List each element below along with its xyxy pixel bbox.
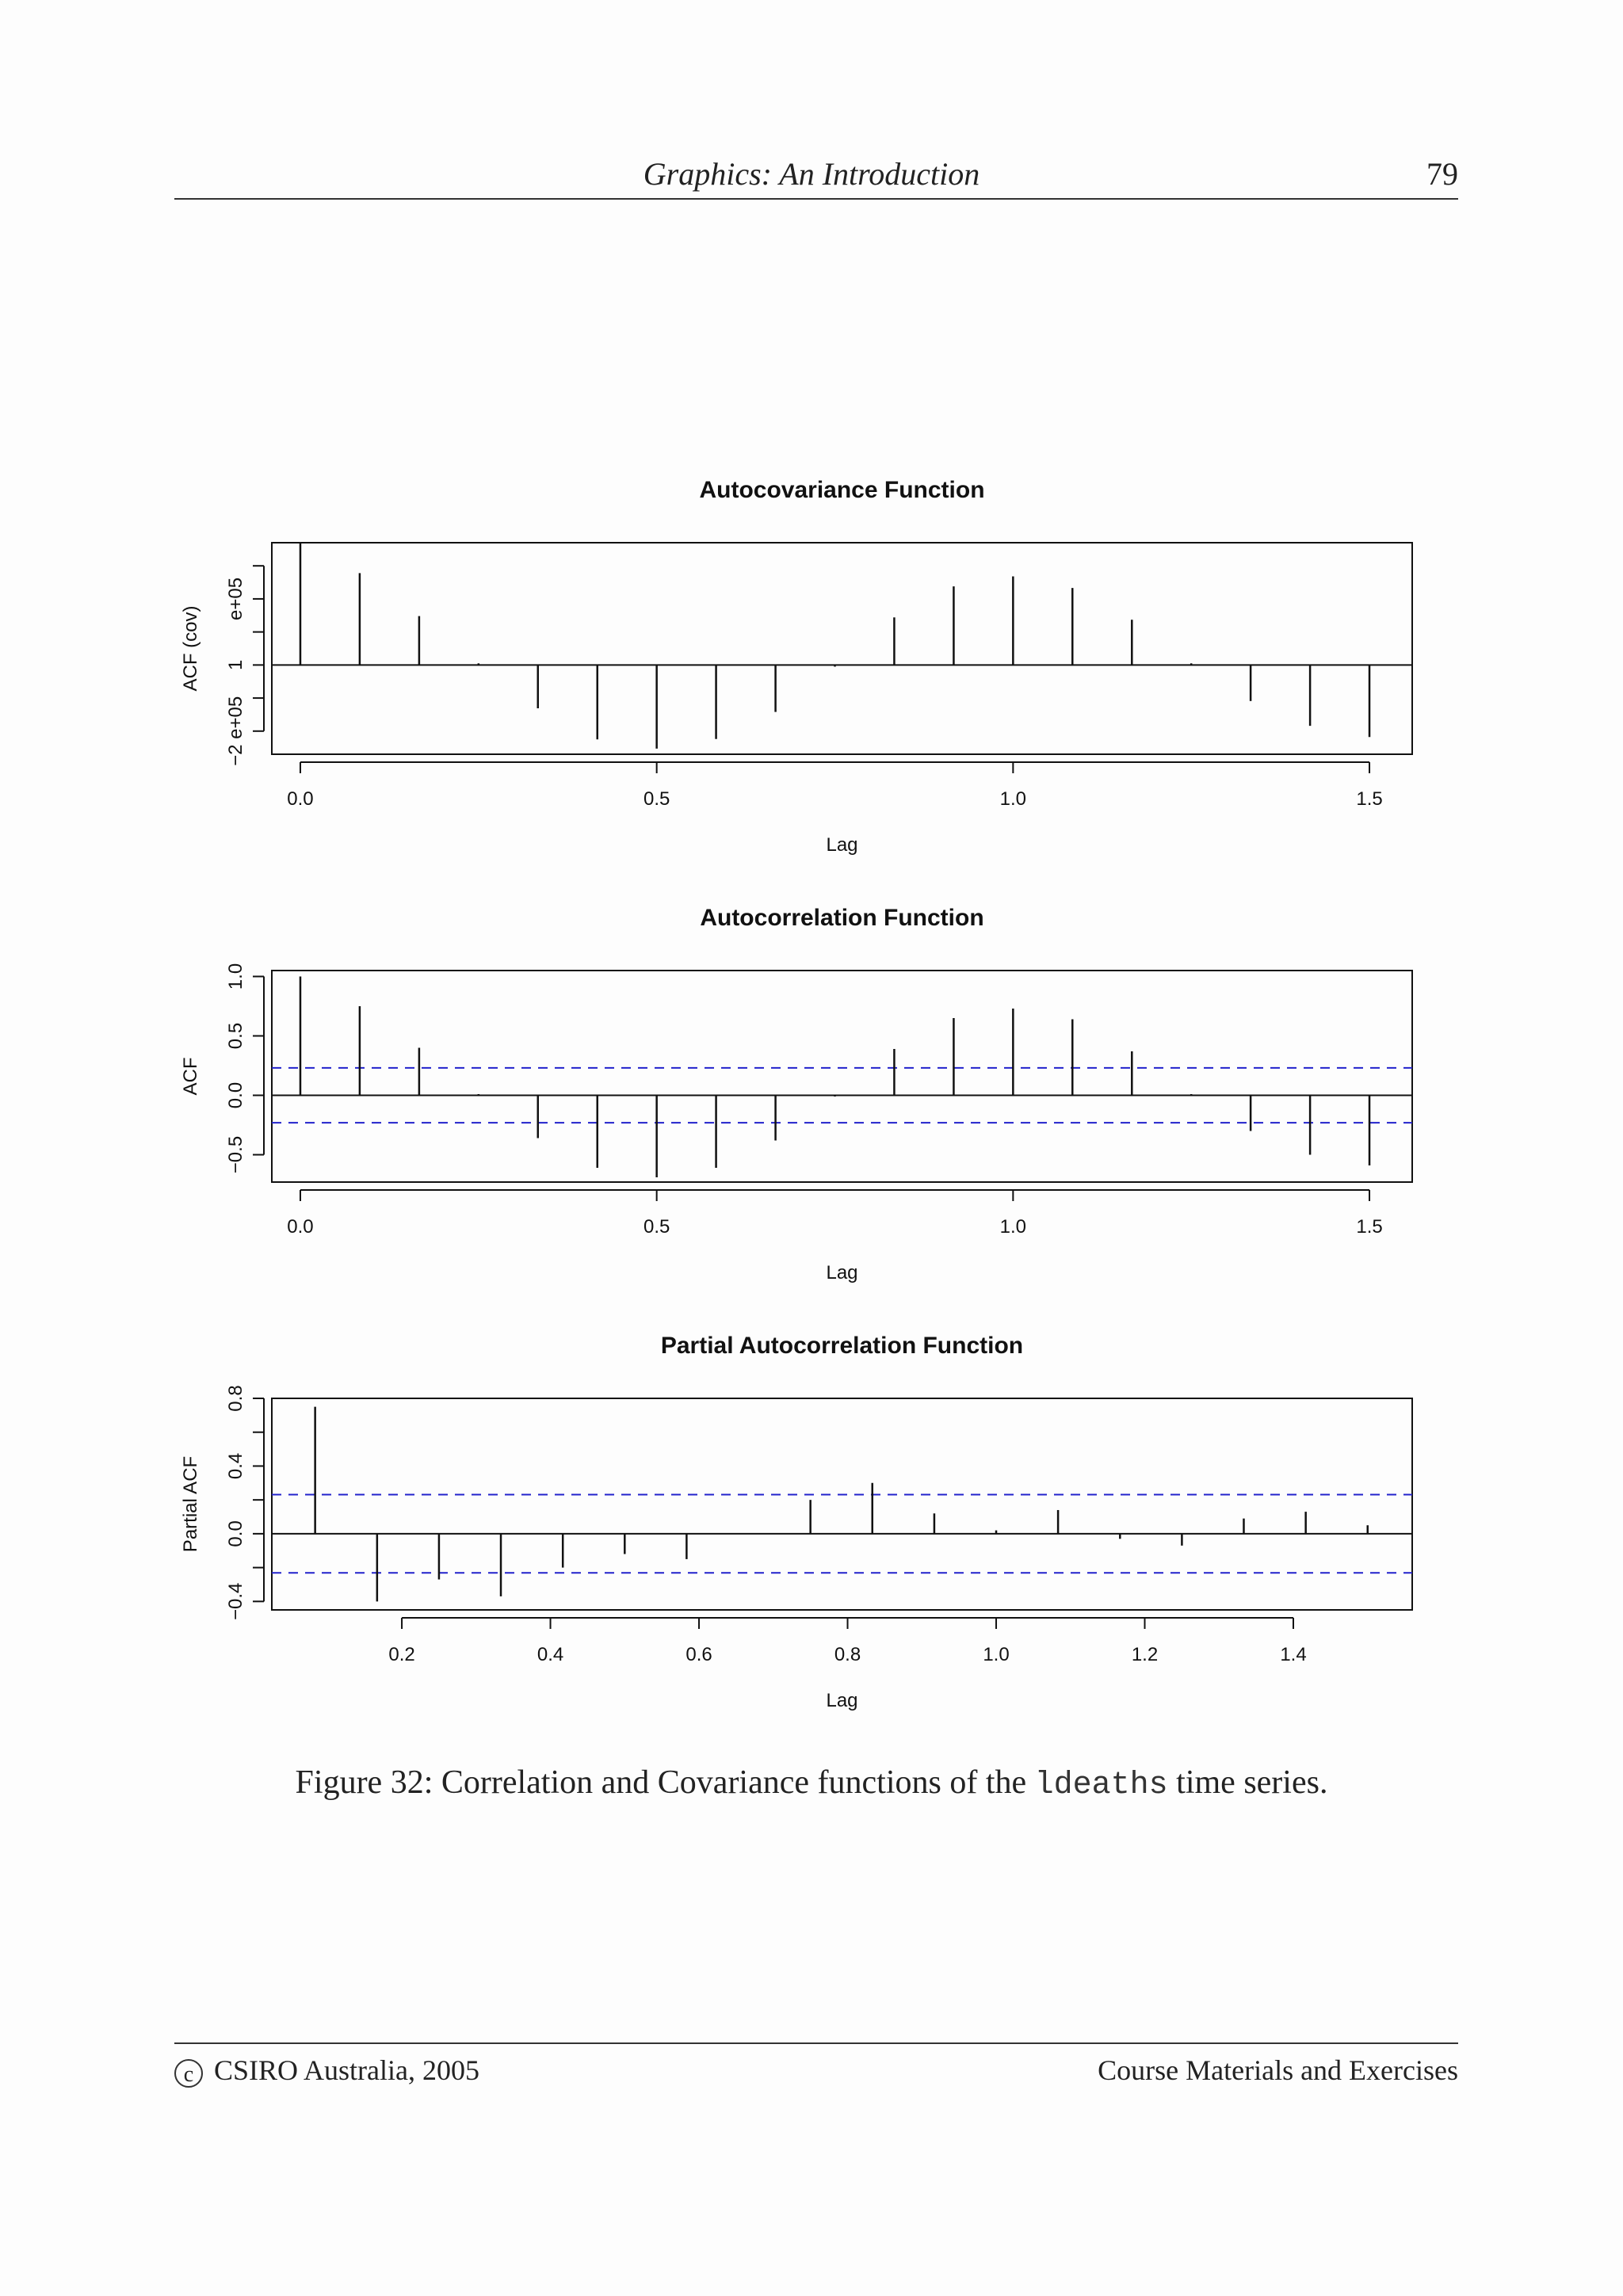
x-axis-label: Lag (826, 1690, 858, 1711)
y-tick-label: 1.0 (225, 963, 246, 990)
running-header-title: Graphics: An Introduction (643, 156, 980, 192)
x-tick-label: 0.0 (287, 788, 314, 810)
x-tick-label: 0.5 (643, 788, 670, 810)
x-tick-label: 0.5 (643, 1216, 670, 1238)
chart-title: Autocorrelation Function (700, 905, 984, 931)
caption-suffix: time series. (1167, 1764, 1328, 1801)
caption-prefix: Figure 32: Correlation and Covariance functions of the (295, 1764, 1035, 1801)
y-axis-label: ACF (cov) (180, 605, 201, 692)
x-tick-label: 0.8 (834, 1644, 861, 1665)
y-axis-label: Partial ACF (180, 1455, 201, 1553)
x-tick-label: 1.4 (1280, 1644, 1307, 1665)
x-tick-label: 1.0 (983, 1644, 1010, 1665)
copyright-icon: c (174, 2059, 203, 2088)
y-tick-label: 0.0 (225, 1520, 246, 1547)
page-number: 79 (1426, 156, 1458, 192)
x-tick-label: 1.0 (999, 1216, 1027, 1238)
x-tick-label: 1.2 (1131, 1644, 1159, 1665)
y-tick-label: e+05 (225, 577, 246, 620)
caption-code: ldeaths (1034, 1768, 1168, 1803)
y-tick-label: −2 e+05 (225, 696, 246, 766)
plot-frame (272, 543, 1412, 754)
plot-frame (272, 971, 1412, 1182)
chart-title: Autocovariance Function (699, 477, 985, 503)
y-tick-label: 0.8 (225, 1385, 246, 1412)
y-tick-label: −0.5 (225, 1135, 246, 1174)
footer-rule (174, 2042, 1458, 2044)
footer-left (174, 2054, 479, 2088)
x-axis-label: Lag (826, 1262, 858, 1283)
x-tick-label: 0.4 (537, 1644, 564, 1665)
x-tick-label: 1.5 (1356, 1216, 1383, 1238)
partial-autocorrelation-chart (0, 1315, 1623, 1838)
header-rule (174, 198, 1458, 200)
plot-frame (272, 1398, 1412, 1610)
y-tick-label: −0.4 (225, 1582, 246, 1621)
x-axis-label: Lag (826, 834, 858, 856)
figure-caption (0, 1764, 1623, 1803)
y-tick-label: 1 (225, 659, 246, 671)
y-tick-label: 0.4 (225, 1452, 246, 1480)
footer-right: Course Materials and Exercises (1098, 2054, 1458, 2086)
x-tick-label: 0.2 (388, 1644, 415, 1665)
y-tick-label: 0.0 (225, 1081, 246, 1109)
x-tick-label: 1.0 (999, 788, 1027, 810)
chart-title: Partial Autocorrelation Function (660, 1333, 1024, 1359)
y-axis-label: ACF (180, 1057, 201, 1096)
x-tick-label: 0.6 (685, 1644, 712, 1665)
x-tick-label: 1.5 (1356, 788, 1383, 810)
x-tick-label: 0.0 (287, 1216, 314, 1238)
footer-copyright-text: CSIRO Australia, 2005 (214, 2054, 480, 2086)
y-tick-label: 0.5 (225, 1022, 246, 1050)
